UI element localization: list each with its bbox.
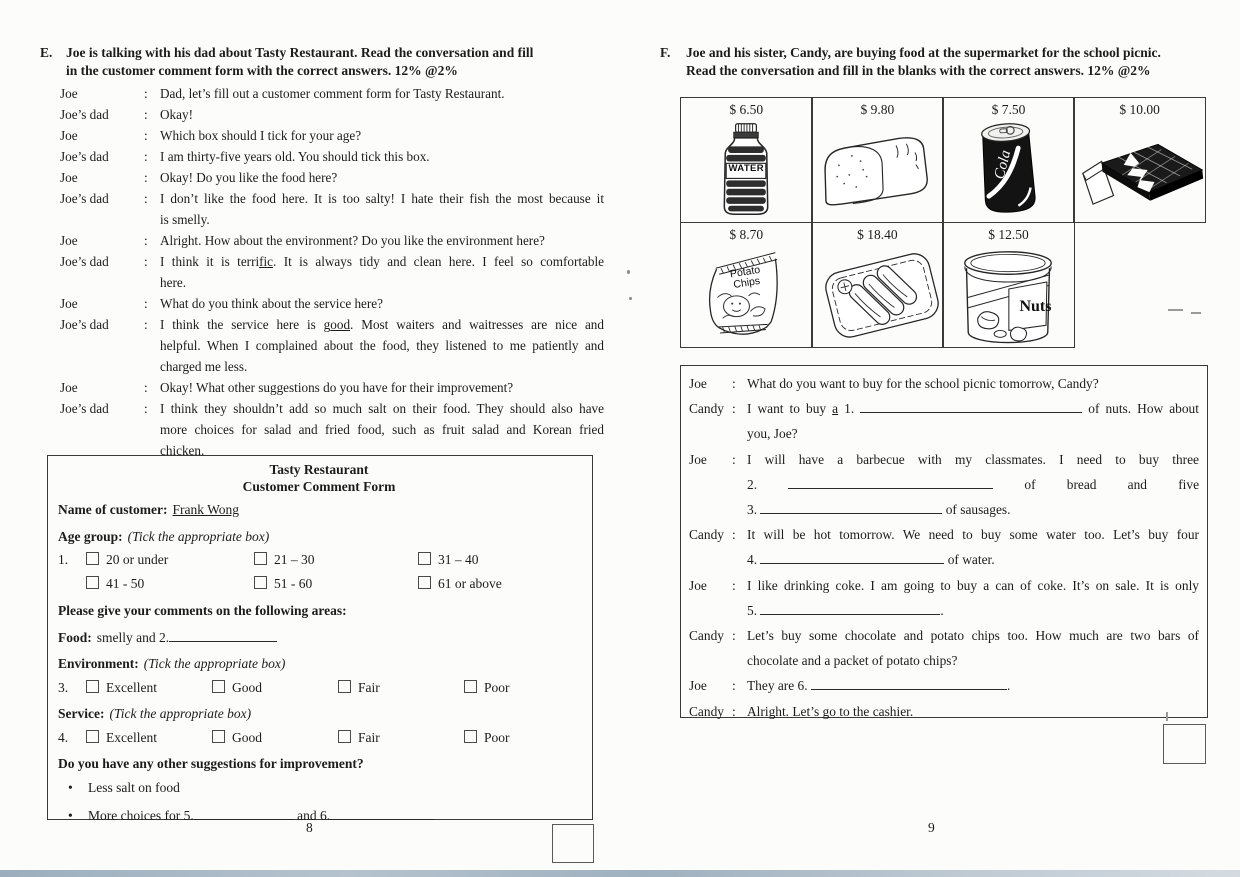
option-label: Poor — [484, 680, 510, 695]
scanner-edge-strip — [0, 870, 1240, 877]
text-run: . It is always tidy and clean here. I feel so comfortable — [273, 254, 604, 269]
option-label: Fair — [358, 730, 380, 745]
tick-note: (Tick the appropriate box) — [127, 529, 270, 544]
option — [418, 551, 479, 569]
speaker-name: Joe — [689, 577, 707, 593]
section-f-heading — [660, 44, 1210, 79]
product-label: Nuts — [1019, 297, 1052, 315]
page-left — [40, 44, 608, 461]
speech-line — [747, 699, 1199, 724]
supermarket-dialogue-box — [680, 365, 1208, 718]
text-run: is smelly. — [160, 212, 210, 227]
speech-text — [160, 104, 604, 125]
text-run: Let’s buy some chocolate and potato chips too. How much are two bars of — [747, 628, 1199, 644]
checkbox-box — [86, 576, 99, 589]
product-label: WATER — [728, 163, 765, 174]
text-run: Alright. How about the environment? Do you like the environment here? — [160, 233, 545, 248]
checkbox-box — [464, 730, 477, 743]
speech-line — [160, 293, 604, 314]
bullet-2-and: and — [297, 808, 317, 823]
speaker-name: Candy — [689, 703, 724, 719]
age-group-row — [58, 528, 580, 546]
text-run: I will have a barbecue with my classmates. I need to buy three — [747, 451, 1199, 467]
bread-illustration — [813, 126, 941, 210]
text-run: 3. — [747, 502, 761, 518]
heading-line-2: Read the conversation and fill in the blanks with the correct answers. 12% @2% — [686, 62, 1151, 78]
speech-text — [160, 377, 604, 398]
speech-line — [160, 377, 604, 398]
bullet-dot: • — [68, 780, 73, 795]
speech-text — [747, 522, 1199, 572]
text-run: of sausages. — [942, 502, 1011, 518]
option-label: Excellent — [106, 680, 157, 695]
speech-text — [747, 396, 1199, 446]
conversation-row — [60, 146, 604, 167]
text-run: I think it is terri — [160, 254, 260, 269]
speech-line — [160, 83, 604, 104]
speech-line — [747, 573, 1199, 598]
option — [464, 729, 510, 747]
speaker-name: Joe — [689, 451, 707, 467]
text-run: Which box should I tick for your age? — [160, 128, 362, 143]
speech-text — [160, 188, 604, 230]
speech-text — [747, 573, 1199, 623]
speaker-colon: : — [732, 678, 736, 694]
checkbox-box — [86, 552, 99, 565]
option-label: 51 - 60 — [274, 576, 313, 591]
tick-note-2: (Tick the appropriate box) — [143, 656, 286, 671]
speech-text — [160, 314, 604, 377]
answer-blank-2 — [169, 628, 277, 642]
food-item-cola — [942, 97, 1075, 223]
question-3-number: 3. — [58, 680, 69, 695]
scan-artifact — [1166, 712, 1168, 721]
food-item-water — [680, 97, 813, 223]
option-label: 21 – 30 — [274, 552, 315, 567]
text-run: you, Joe? — [747, 426, 798, 442]
speech-text — [160, 230, 604, 251]
food-item-nuts — [942, 222, 1075, 348]
text-run: . — [1006, 678, 1011, 694]
heading-line-2: in the customer comment form with the correct answers. 12% @2% — [66, 62, 458, 78]
service-row — [58, 705, 580, 723]
text-run: . — [940, 602, 944, 618]
sausages-illustration — [812, 245, 952, 345]
price-grid-row-1 — [680, 97, 1206, 223]
text-run: They are 6. — [747, 678, 811, 694]
text-run: Okay! — [160, 107, 193, 122]
text-run: I think the service here is g — [160, 317, 331, 332]
option-label: Poor — [484, 730, 510, 745]
speech-line — [747, 497, 1199, 522]
text-run: chocolate and a packet of potato chips? — [747, 653, 958, 669]
text-run: of bread and five — [993, 476, 1200, 492]
speech-line — [160, 167, 604, 188]
comments-heading: Please give your comments on the following areas: — [58, 603, 347, 618]
option-label: 31 – 40 — [438, 552, 479, 567]
option — [212, 679, 338, 697]
product-label: Potato Chips — [729, 263, 762, 291]
price-grid-row-2 — [680, 223, 1206, 348]
speaker-name: Joe’s dad — [60, 254, 109, 269]
speech-line — [747, 421, 1199, 446]
environment-options-row — [58, 679, 580, 697]
speaker-colon: : — [144, 149, 148, 164]
speech-line — [747, 447, 1199, 472]
speech-text — [160, 146, 604, 167]
speaker-name: Joe’s dad — [60, 107, 109, 122]
speaker-name: Joe — [689, 678, 707, 694]
underlined-text: ood — [330, 317, 351, 332]
conversation-row — [689, 396, 1199, 446]
answer-blank — [788, 475, 993, 489]
speech-line — [747, 396, 1199, 421]
conversation-row — [60, 251, 604, 293]
speaker-colon: : — [732, 628, 736, 644]
name-of-customer-label: Name of customer: — [58, 502, 168, 517]
option-label: Excellent — [106, 730, 157, 745]
checkbox-box — [418, 576, 431, 589]
option-label: Good — [232, 730, 262, 745]
section-e-label: E. — [40, 45, 53, 60]
text-run: 5. — [747, 602, 761, 618]
heading-line-1: Joe and his sister, Candy, are buying food at the supermarket for the school picnic. — [686, 45, 1161, 60]
speech-line — [160, 209, 604, 230]
scan-artifact — [1191, 312, 1201, 314]
speech-text — [160, 125, 604, 146]
speaker-name: Joe’s dad — [60, 401, 109, 416]
option — [464, 679, 510, 697]
text-run: Dad, let’s fill out a customer comment form for Tasty Restaurant. — [160, 86, 505, 101]
speaker-colon: : — [144, 233, 148, 248]
question-5-number: 5. — [183, 808, 194, 823]
corner-box-left — [552, 824, 594, 863]
food-row — [58, 628, 580, 647]
speech-line — [747, 623, 1199, 648]
option — [86, 679, 212, 697]
price-grid — [680, 97, 1206, 348]
text-run: . Most waiters and waitresses are nice and — [350, 317, 604, 332]
checkbox-box — [86, 730, 99, 743]
text-run: of water. — [944, 552, 995, 568]
price-label: $ 18.40 — [857, 226, 898, 242]
answer-blank — [760, 601, 940, 615]
bullet-2 — [58, 806, 580, 825]
checkbox-box — [86, 680, 99, 693]
product-label: Cola — [992, 148, 1015, 181]
speech-line — [747, 673, 1199, 698]
text-run: What do you want to buy for the school picnic tomorrow, Candy? — [747, 376, 1099, 391]
checkbox-box — [212, 680, 225, 693]
answer-blank — [860, 399, 1082, 413]
speaker-colon: : — [144, 128, 148, 143]
conversation-row — [689, 699, 1199, 724]
speech-text — [747, 699, 1199, 724]
speech-line — [160, 419, 604, 440]
speech-line — [160, 356, 604, 377]
speech-text — [160, 251, 604, 293]
speech-line — [160, 125, 604, 146]
food-answer-text: smelly and — [96, 630, 156, 645]
price-label: $ 8.70 — [729, 226, 764, 242]
speaker-colon: : — [144, 191, 148, 206]
speaker-name: Candy — [689, 401, 724, 417]
speech-text — [160, 398, 604, 461]
scan-artifact — [627, 270, 630, 274]
question-4-number: 4. — [58, 730, 69, 745]
speaker-name: Joe — [60, 380, 78, 395]
speaker-colon: : — [144, 401, 148, 416]
checkbox-box — [254, 576, 267, 589]
text-run: Alright. Let’s go to the cashier. — [747, 703, 914, 719]
food-item-bread — [811, 97, 944, 223]
speech-line — [160, 104, 604, 125]
question-2-number: 2. — [159, 630, 170, 645]
page-number-8: 8 — [306, 820, 313, 835]
form-title-restaurant: Tasty Restaurant — [269, 462, 369, 477]
answer-blank — [811, 676, 1007, 690]
underlined-text: fic — [259, 254, 274, 269]
text-run: I am thirty-five years old. You should tick this box. — [160, 149, 430, 164]
conversation-row — [60, 188, 604, 230]
speaker-name: Candy — [689, 628, 724, 644]
speaker-colon: : — [732, 401, 736, 417]
conversation-row — [689, 522, 1199, 572]
tick-note-3: (Tick the appropriate box) — [109, 706, 252, 721]
name-row — [58, 501, 580, 519]
speech-text — [747, 447, 1199, 523]
price-label: $ 9.80 — [860, 102, 895, 117]
text-run: I like drinking coke. I am going to buy a can of coke. It’s on sale. It is only — [747, 577, 1199, 593]
section-e-heading — [40, 44, 608, 79]
speaker-name: Joe — [60, 170, 78, 185]
speaker-colon: : — [732, 376, 736, 391]
food-item-sausages — [811, 222, 944, 348]
option — [212, 729, 338, 747]
customer-name-value: Frank Wong — [172, 502, 240, 517]
option — [338, 729, 464, 747]
speech-line — [747, 648, 1199, 673]
speaker-colon: : — [144, 317, 148, 332]
conversation-row — [689, 623, 1199, 673]
speech-text — [160, 83, 604, 104]
option-label: 41 - 50 — [106, 576, 145, 591]
speech-line — [747, 472, 1199, 497]
environment-row — [58, 655, 580, 673]
speech-text — [160, 293, 604, 314]
conversation-row — [60, 293, 604, 314]
speech-line — [747, 598, 1199, 623]
price-label: $ 7.50 — [991, 102, 1026, 117]
option-label: Fair — [358, 680, 380, 695]
speaker-colon: : — [144, 254, 148, 269]
answer-blank — [760, 500, 942, 514]
scan-artifact — [629, 297, 632, 300]
conversation-row — [689, 371, 1199, 396]
speaker-colon: : — [144, 170, 148, 185]
text-run: I want to buy — [747, 401, 833, 417]
speech-line — [160, 272, 604, 293]
speaker-name: Joe — [689, 376, 707, 391]
text-run: of nuts. How about — [1082, 401, 1199, 417]
service-options-row — [58, 729, 580, 747]
text-run: Okay! Do you like the food here? — [160, 170, 338, 185]
underlined-text: a — [832, 401, 839, 417]
answer-blank-5 — [194, 806, 294, 820]
corner-box-right — [1163, 724, 1206, 764]
speaker-colon: : — [144, 107, 148, 122]
speaker-colon: : — [732, 527, 736, 543]
text-run: It will be hot tomorrow. We need to buy some water too. Let’s buy four — [747, 527, 1199, 543]
conversation-row — [60, 314, 604, 377]
age-options-row-1 — [58, 551, 580, 569]
conversation-row — [60, 104, 604, 125]
option — [86, 729, 212, 747]
customer-comment-form — [47, 455, 593, 823]
food-item-chocolate — [1073, 97, 1206, 223]
option — [86, 575, 254, 593]
chips-illustration — [696, 244, 796, 346]
speaker-name: Joe — [60, 296, 78, 311]
page-right — [660, 44, 1210, 79]
speaker-name: Candy — [689, 527, 724, 543]
section-e-text — [66, 44, 533, 79]
question-6-number: 6. — [319, 808, 331, 823]
bullet-2-text: More choices for — [88, 808, 181, 823]
price-label: $ 12.50 — [988, 226, 1029, 242]
text-run: 4. — [747, 552, 761, 568]
option — [86, 551, 254, 569]
speech-text — [747, 673, 1199, 698]
environment-label: Environment: — [58, 656, 139, 671]
speaker-name: Joe’s dad — [60, 191, 109, 206]
food-label: Food: — [58, 630, 92, 645]
speaker-colon: : — [732, 451, 736, 467]
cola-illustration — [974, 118, 1042, 216]
speech-line — [747, 371, 1199, 396]
checkbox-box — [254, 552, 267, 565]
text-run: Okay! What other suggestions do you have for their improvement? — [160, 380, 514, 395]
speech-text — [160, 167, 604, 188]
price-label: $ 10.00 — [1119, 102, 1160, 117]
page-number-9: 9 — [928, 820, 935, 835]
option — [338, 679, 464, 697]
checkbox-box — [338, 730, 351, 743]
food-item-chips — [680, 222, 813, 348]
form-title-sub: Customer Comment Form — [242, 478, 396, 494]
speech-line — [747, 522, 1199, 547]
text-run: 2. — [747, 476, 789, 492]
conversation-row — [60, 230, 604, 251]
conversation-row — [60, 398, 604, 461]
heading-line-1: Joe is talking with his dad about Tasty Restaurant. Read the conversation and fill — [66, 45, 534, 60]
conversation-row — [60, 167, 604, 188]
conversation-right — [689, 371, 1199, 724]
conversation-row — [60, 83, 604, 104]
answer-blank — [760, 550, 944, 564]
bullet-1 — [58, 779, 580, 797]
checkbox-box — [212, 730, 225, 743]
checkbox-box — [338, 680, 351, 693]
conversation-left — [60, 83, 604, 461]
checkbox-box — [418, 552, 431, 565]
speaker-colon: : — [144, 86, 148, 101]
checkbox-box — [464, 680, 477, 693]
option-label: 61 or above — [438, 576, 502, 591]
option — [418, 575, 502, 593]
conversation-row — [689, 447, 1199, 523]
speech-line — [160, 314, 604, 335]
speech-line — [160, 146, 604, 167]
text-run: more choices for salad and fried food, such as fruit salad and Korean fried — [160, 422, 604, 437]
text-run: What do you think about the service here? — [160, 296, 384, 311]
text-run: I think they shouldn’t add so much salt on their food. They should also have — [160, 401, 604, 416]
speaker-name: Joe — [60, 86, 78, 101]
speech-line — [160, 188, 604, 209]
bullet-dot: • — [68, 808, 73, 823]
form-title — [58, 462, 580, 495]
service-label: Service: — [58, 706, 105, 721]
water-illustration — [713, 119, 779, 219]
speech-text — [747, 623, 1199, 673]
question-1-number: 1. — [58, 552, 69, 567]
suggestions-heading: Do you have any other suggestions for improvement? — [58, 756, 364, 771]
age-options-row-2 — [58, 575, 580, 593]
speech-line — [160, 398, 604, 419]
text-run: chicken. — [160, 443, 205, 458]
nuts-illustration — [957, 244, 1059, 346]
speaker-name: Joe — [60, 233, 78, 248]
conversation-row — [689, 673, 1199, 698]
chocolate-illustration — [1076, 128, 1204, 212]
speaker-name: Joe — [60, 128, 78, 143]
conversation-row — [689, 573, 1199, 623]
speaker-name: Joe’s dad — [60, 317, 109, 332]
section-f-label: F. — [660, 45, 671, 60]
text-run: helpful. When I complained about the food, they listened to me patiently and — [160, 338, 604, 353]
option-label: Good — [232, 680, 262, 695]
speech-line — [747, 547, 1199, 572]
bullet-1-text: Less salt on food — [88, 780, 180, 795]
speaker-colon: : — [144, 380, 148, 395]
text-run: I don’t like the food here. It is too salty! I hate their fish the most because it — [160, 191, 604, 206]
speaker-colon: : — [732, 577, 736, 593]
scan-artifact — [1168, 309, 1183, 311]
option-label: 20 or under — [106, 552, 169, 567]
text-run: 1. — [838, 401, 861, 417]
text-run: charged me less. — [160, 359, 248, 374]
conversation-row — [60, 125, 604, 146]
price-label: $ 6.50 — [729, 102, 764, 117]
conversation-row — [60, 377, 604, 398]
option — [254, 575, 418, 593]
speaker-colon: : — [732, 703, 736, 719]
answer-blank-6 — [330, 806, 434, 820]
text-run: here. — [160, 275, 186, 290]
section-f-text — [686, 44, 1161, 79]
speech-line — [160, 335, 604, 356]
speech-line — [160, 230, 604, 251]
speech-line — [160, 251, 604, 272]
speaker-name: Joe’s dad — [60, 149, 109, 164]
age-group-label: Age group: — [58, 529, 123, 544]
speaker-colon: : — [144, 296, 148, 311]
speech-text — [747, 371, 1199, 396]
option — [254, 551, 418, 569]
